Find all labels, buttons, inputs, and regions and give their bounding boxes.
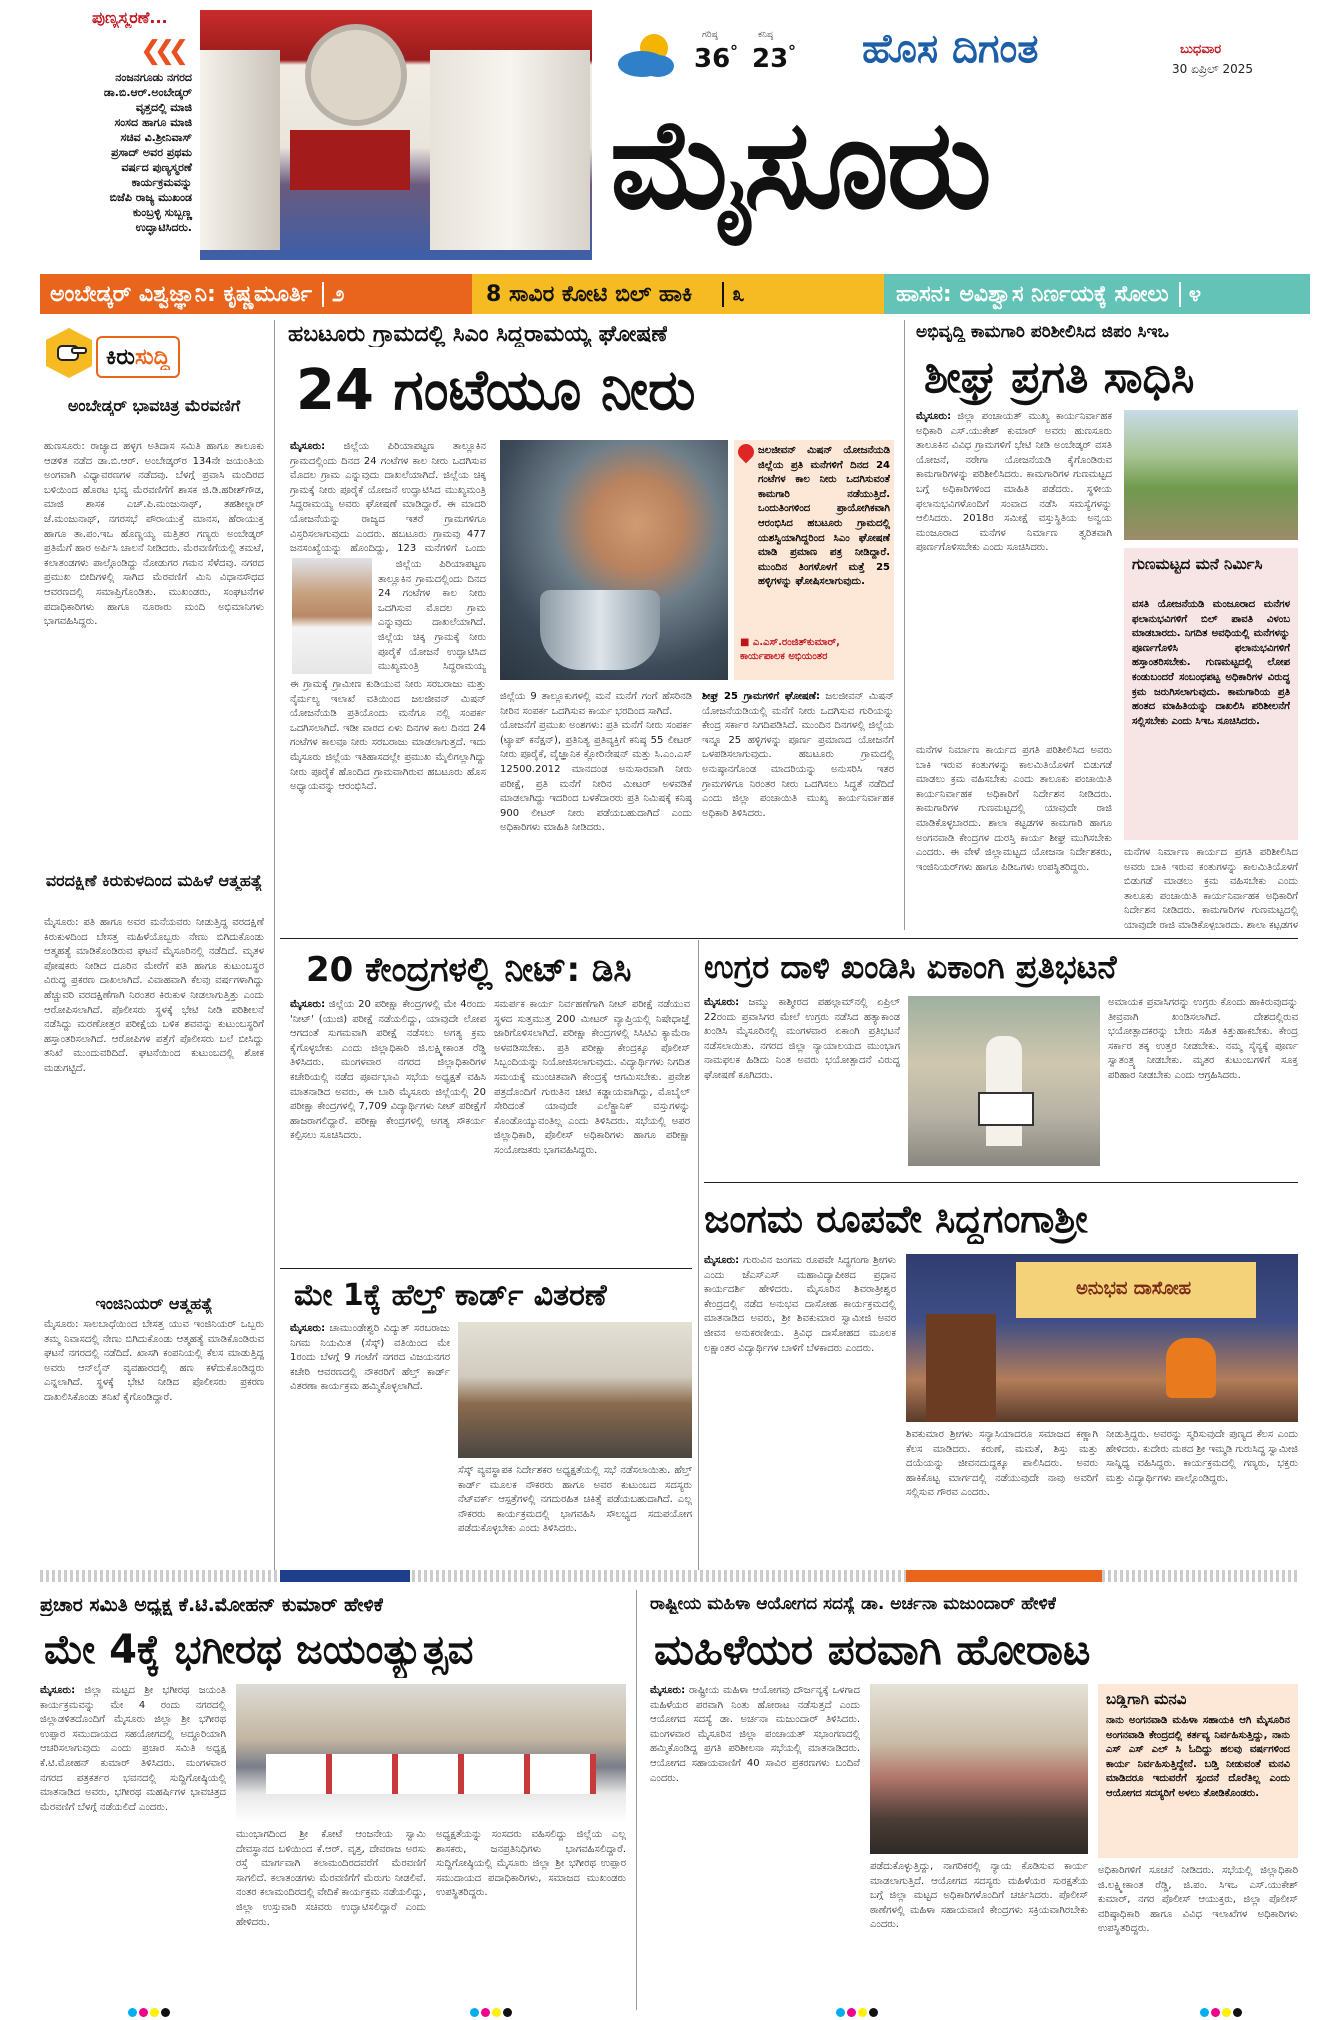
women-headline: ಮಹಿಳೆಯರ ಪರವಾಗಿ ಹೋರಾಟ (654, 1625, 1091, 1674)
women-col-1-text: ರಾಷ್ಟ್ರೀಯ ಮಹಿಳಾ ಆಯೋಗವು ದೌರ್ಜನ್ಯಕ್ಕೆ ಒಳಗಾದ ಮಹಿಳೆಯರ ಪರವಾಗಿ ನಿಂತು ಹೋರಾಟ ನಡೆಸುತ್ತದೆ ಎಂದು ಆಯೋಗದ ಸದಸ್ಯೆ ಡಾ. ಅರ್ಚನಾ ಮಜುಂದಾರ್ ತಿಳಿಸಿದರು. ಮಂಗಳವಾರ ಮೈಸೂರಿನ ಜಿಲ್ಲಾ ಪಂಚಾಯತ್ ಸಭಾಂಗಣದಲ್ಲಿ ಹಮ್ಮಿಕೊಂಡಿದ್ದ ಪ್ರಗತಿ ಪರಿಶೀಲನಾ ಸಭೆಯಲ್ಲಿ ಮಾತನಾಡಿದರು. ಆಯೋಗದ ಸಹಾಯವಾಣಿಗೆ 40 ಸಾವಿರ ಪ್ರಕರಣಗಳು ಬಂದಿವೆ ಎಂದರು. (650, 1685, 860, 1784)
water-quote-text: ಜಲಜೀವನ್ ಮಿಷನ್ ಯೋಜನೆಯಡಿ ಜಿಲ್ಲೆಯ ಪ್ರತಿ ಮನೆಗಳಿಗೆ ದಿನದ 24 ಗಂಟೆಗಳ ಕಾಲ ನೀರು ಒದಗಿಸುವಂತೆ ಕಾಮಗಾರಿ ನಡೆಯುತ್ತಿದೆ. ಒಂದುತಿಂಗಳಿಂದ ಪ್ರಾಯೋಗಿಕವಾಗಿ ಆರಂಭಿಸಿದ ಹಬಟೂರು ಗ್ರಾಮದಲ್ಲಿ ಯಶಸ್ವಿಯಾಗಿದ್ದರಿಂದ ಸಿಎಂ ಘೋಷಣೆ ಮಾಡಿ ಪ್ರಮಾಣ ಪತ್ರ ನೀಡಿದ್ದಾರೆ. ಮುಂದಿನ ತಿಂಗಳೊಳಗೆ ಮತ್ತೆ 25 ಹಳ್ಳಿಗಳನ್ನು ಘೋಷಿಸಲಾಗುವುದು. (758, 445, 890, 588)
neet-col-1-lede: ಮೈಸೂರು: (290, 999, 326, 1010)
seer-stage-photo (906, 1254, 1298, 1422)
water-col-4-text: ಜಲಜೀವನ್ ಮಿಷನ್ ಯೋಜನೆಯಡಿಯಲ್ಲಿ ಮನೆಗೆ ನೀರು ಒದಗಿಸುವ ಗುರಿಯನ್ನು ಕೇಂದ್ರ ಸರ್ಕಾರ ನಿಗದಿಪಡಿಸಿದೆ. ಮುಂದಿನ ದಿನಗಳಲ್ಲಿ ಜಿಲ್ಲೆಯ ಇನ್ನೂ 25 ಹಳ್ಳಿಗಳನ್ನು ಪೂರ್ಣ ಪ್ರಮಾಣದ ಯೋಜನೆಗೆ ಒಳಪಡಿಸಲಾಗುವುದು. ಹಬಟೂರು ಗ್ರಾಮದಲ್ಲಿ ಅನುಷ್ಠಾನಗೊಂಡ ಮಾದರಿಯನ್ನು ಅನುಸರಿಸಿ ಇತರ ಗ್ರಾಮಗಳಿಗೂ ನಿರಂತರ ನೀರು ಒದಗಿಸಲು ಸಿದ್ಧತೆ ನಡೆದಿದೆ ಎಂದು ಜಿಲ್ಲಾ ಪಂಚಾಯಿತಿ ಮುಖ್ಯ ಕಾರ್ಯನಿರ್ವಾಹಕ ಅಧಿಕಾರಿ ತಿಳಿಸಿದರು. (702, 691, 894, 819)
bhagiratha-kicker: ಪ್ರಚಾರ ಸಮಿತಿ ಅಧ್ಯಕ್ಷ ಕೆ.ಟಿ.ಮೋಹನ್ ಕುಮಾರ್ ಹೇಳಿಕೆ (40, 1594, 384, 1616)
press-meet-photo (236, 1684, 626, 1822)
women-box-body: ನಾನು ಅಂಗನವಾಡಿ ಮಹಿಳಾ ಸಹಾಯಕಿ ಆಗಿ ಮೈಸೂರಿನ ಅಂಗನವಾಡಿ ಕೇಂದ್ರದಲ್ಲಿ ಕರ್ತವ್ಯ ನಿರ್ವಹಿಸುತ್ತಿದ್ದು, ನಾನು ಎಸ್ ಎಸ್ ಎಲ್ ಸಿ ಓದಿದ್ದು ಹಲವು ವರ್ಷಗಳಿಂದ ಕಾರ್ಯ ನಿರ್ವಹಿಸುತ್ತಿದ್ದೇನೆ. ಬಡ್ತಿ ನೀಡುವಂತೆ ಮನವಿ ಮಾಡಿದರೂ ಇದುವರೆಗೆ ಸ್ಪಂದನೆ ದೊರೆತಿಲ್ಲ ಎಂದು ಆಯೋಗದ ಸದಸ್ಯರಿಗೆ ಅಳಲು ತೋಡಿಕೊಂಡರು. (1106, 1715, 1290, 1799)
weather-min: 23 (752, 44, 789, 74)
weather-min-label: ಕನಿಷ್ಠ (758, 30, 774, 40)
bhagiratha-col-3: ಅಧ್ಯಕ್ಷತೆಯನ್ನು ಸಂಸದರು ವಹಿಸಲಿದ್ದು ಜಿಲ್ಲೆಯ ಎಲ್ಲ ಶಾಸಕರು, ಜನಪ್ರತಿನಿಧಿಗಳು ಭಾಗವಹಿಸಲಿದ್ದಾರೆ. ಸುದ್ದಿಗೋಷ್ಠಿಯಲ್ಲಿ ಮೈಸೂರು ಜಿಲ್ಲಾ ಶ್ರೀ ಭಗೀರಥ ಉಪ್ಪಾರ ಸಮುದಾಯದ ಪದಾಧಿಕಾರಿಗಳು, ಸಮಾಜದ ಮುಖಂಡರು ಉಪಸ್ಥಿತರಿದ್ದರು. (436, 1829, 626, 1899)
health-headline: ಮೇ 1ಕ್ಕೆ ಹೆಲ್ತ್ ಕಾರ್ಡ್ ವಿತರಣೆ (294, 1278, 607, 1313)
water-drop-icon (735, 441, 758, 464)
section-divider-blue (280, 1570, 410, 1582)
kiru-story-2-title: ವರದಕ್ಷಿಣೆ ಕಿರುಕುಳದಿಂದ ಮಹಿಳೆ ಆತ್ಮಹತ್ಯೆ (45, 871, 263, 890)
health-col-1-lede: ಮೈಸೂರು: (290, 1323, 326, 1334)
strip-item-1-page: ೨ (322, 282, 344, 307)
bhagiratha-col-1-text: ಜಿಲ್ಲಾ ಮಟ್ಟದ ಶ್ರೀ ಭಗೀರಥ ಜಯಂತಿ ಕಾರ್ಯಕ್ರಮವನ್ನು ಮೇ 4 ರಂದು ನಗರದಲ್ಲಿ ಜಿಲ್ಲಾಡಳಿತದೊಂದಿಗೆ ಮೈಸೂರು ಜಿಲ್ಲಾ ಶ್ರೀ ಭಗೀರಥ ಉಪ್ಪಾರ ಸಮುದಾಯದ ಸಹಯೋಗದಲ್ಲಿ ಅದ್ದೂರಿಯಾಗಿ ಆಚರಿಸಲಾಗುವುದು ಎಂದು ಪ್ರಚಾರ ಸಮಿತಿ ಅಧ್ಯಕ್ಷ ಕೆ.ಟಿ.ಮೋಹನ್ ಕುಮಾರ್ ತಿಳಿಸಿದರು. ಮಂಗಳವಾರ ನಗರದ ಪತ್ರಕರ್ತರ ಭವನದಲ್ಲಿ ಸುದ್ದಿಗೋಷ್ಠಿಯಲ್ಲಿ ಮಾತನಾಡಿದ ಅವರು, ಭಗೀರಥ ಮಹರ್ಷಿಗಳ ಭಾವಚಿತ್ರದ ಮೆರವಣಿಗೆ ಬೆಳಗ್ಗೆ ನಡೆಯಲಿದೆ ಎಂದರು. (40, 1685, 226, 1813)
section-rule-2 (704, 1182, 1298, 1183)
kiru-story-3-body: ಮೈಸೂರು: ಸಾಲಬಾಧೆಯಿಂದ ಬೇಸತ್ತ ಯುವ ಇಂಜಿನಿಯರ್ ಒಬ್ಬರು ತಮ್ಮ ನಿವಾಸದಲ್ಲಿ ನೇಣು ಬಿಗಿದುಕೊಂಡು ಆತ್ಮಹತ್ಯೆ ಮಾಡಿಕೊಂಡಿರುವ ಘಟನೆ ನಗರದಲ್ಲಿ ನಡೆದಿದೆ. ಖಾಸಗಿ ಕಂಪನಿಯಲ್ಲಿ ಕೆಲಸ ಮಾಡುತ್ತಿದ್ದ ಅವರು ಆನ್‌ಲೈನ್ ವ್ಯವಹಾರದಲ್ಲಿ ಹಣ ಕಳೆದುಕೊಂಡಿದ್ದರು ಎನ್ನಲಾಗಿದೆ. ಸ್ಥಳಕ್ಕೆ ಭೇಟಿ ನೀಡಿದ ಪೊಲೀಸರು ಪ್ರಕರಣ ದಾಖಲಿಸಿಕೊಂಡು ತನಿಖೆ ಕೈಗೊಂಡಿದ್ದಾರೆ. (44, 1319, 264, 1403)
siddaganga-col-1 (704, 1254, 896, 1554)
women-quote-box (1098, 1684, 1298, 1858)
siddaganga-headline: ಜಂಗಮ ರೂಪವೇ ಸಿದ್ಧಗಂಗಾಶ್ರೀ (704, 1197, 1088, 1241)
protest-col-1-text: ಜಮ್ಮು ಕಾಶ್ಮೀರದ ಪಹಲ್ಗಾಮ್‌ನಲ್ಲಿ ಏಪ್ರಿಲ್ 22ರಂದು ಪ್ರವಾಸಿಗರ ಮೇಲೆ ಉಗ್ರರು ನಡೆಸಿದ ಹತ್ಯಾಕಾಂಡ ಖಂಡಿಸಿ ಮೈಸೂರಿನಲ್ಲಿ ಮಂಗಳವಾರ ಏಕಾಂಗಿ ಪ್ರತಿಭಟನೆ ನಡೆಸಲಾಯಿತು. ನಗರದ ಜಿಲ್ಲಾ ನ್ಯಾಯಾಲಯದ ಮುಂಭಾಗ ನಾಮಫಲಕ ಹಿಡಿದು ನಿಂತ ಅವರು ಭಯೋತ್ಪಾದನೆ ವಿರುದ್ಧ ಘೋಷಣೆ ಕೂಗಿದರು. (704, 997, 900, 1081)
section-rule-1 (280, 938, 1298, 939)
zp-kicker: ಅಭಿವೃದ್ಧಿ ಕಾಮಗಾರಿ ಪರಿಶೀಲಿಸಿದ ಜಿಪಂ ಸಿಇಒ (916, 322, 1169, 342)
water-col-1-text: ಜಿಲ್ಲೆಯ ಪಿರಿಯಾಪಟ್ಟಣ ತಾಲ್ಲೂಕಿನ ಗ್ರಾಮದಲ್ಲಿಂದು ದಿನದ 24 ಗಂಟೆಗಳ ಕಾಲ ನೀರು ಒದಗಿಸುವ ಮೊದಲ ಗ್ರಾಮ ಎನ್ನುವುದು ದಾಖಲೆಯಾಗಿದೆ. ಜಿಲ್ಲೆಯ ಚಿಕ್ಕ ಗ್ರಾಮಕ್ಕೆ ನೀರು ಪೂರೈಕೆ ಯೋಜನೆ ಉದ್ಘಾಟಿಸಿದ ಮುಖ್ಯಮಂತ್ರಿ ಸಿದ್ದರಾಮಯ್ಯ ಅವರು ಘೋಷಣೆ ಮಾಡಿದ್ದಾರೆ. ಈ ಮಾದರಿ ಯೋಜನೆಯನ್ನು ರಾಜ್ಯದ ಇತರೆ ಗ್ರಾಮಗಳಿಗೂ ವಿಸ್ತರಿಸಲಾಗುವುದು ಎಂದರು. ಹಬಟೂರು ಗ್ರಾಮವು 477 ಜನಸಂಖ್ಯೆಯನ್ನು ಹೊಂದಿದ್ದು, 123 ಮನೆಗಳಿಗೆ ಒಂದು (290, 441, 486, 555)
women-col-3: ಅಧಿಕಾರಿಗಳಿಗೆ ಸೂಚನೆ ನೀಡಿದರು. ಸಭೆಯಲ್ಲಿ ಜಿಲ್ಲಾಧಿಕಾರಿ ಜಿ.ಲಕ್ಷ್ಮೀಕಾಂತ ರೆಡ್ಡಿ, ಜಿ.ಪಂ. ಸಿಇಒ ಎಸ್.ಯುಕೇಶ್ ಕುಮಾರ್, ನಗರ ಪೊಲೀಸ್ ಆಯುಕ್ತರು, ಜಿಲ್ಲಾ ಪೊಲೀಸ್ ವರಿಷ್ಠಾಧಿಕಾರಿ ಹಾಗೂ ವಿವಿಧ ಇಲಾಖೆಗಳ ಅಧಿಕಾರಿಗಳು ಉಪಸ್ಥಿತರಿದ್ದರು. (1098, 1865, 1298, 1935)
neet-col-2: ಸಮರ್ಪಕ ಕಾರ್ಯ ನಿರ್ವಹಣೆಗಾಗಿ ನೀಟ್ ಪರೀಕ್ಷೆ ನಡೆಯುವ ಸ್ಥಳದ ಸುತ್ತಮುತ್ತ 200 ಮೀಟರ್ ವ್ಯಾಪ್ತಿಯಲ್ಲಿ ನಿಷೇಧಾಜ್ಞೆ ಜಾರಿಗೊಳಿಸಲಾಗಿದೆ. ಪರೀಕ್ಷಾ ಕೇಂದ್ರಗಳಲ್ಲಿ ಸಿಸಿಟಿವಿ ಕ್ಯಾಮೆರಾ ಅಳವಡಿಸಬೇಕು. ಪ್ರತಿ ಪರೀಕ್ಷಾ ಕೇಂದ್ರಕ್ಕೂ ಪೊಲೀಸ್ ಸಿಬ್ಬಂದಿಯನ್ನು ನಿಯೋಜಿಸಲಾಗುವುದು. ವಿದ್ಯಾರ್ಥಿಗಳು ನಿಗದಿತ ಸಮಯಕ್ಕೆ ಮುಂಚಿತವಾಗಿ ಕೇಂದ್ರಕ್ಕೆ ಆಗಮಿಸಬೇಕು. ಪ್ರವೇಶ ಪತ್ರದೊಂದಿಗೆ ಗುರುತಿನ ಚೀಟಿ ಕಡ್ಡಾಯವಾಗಿದ್ದು, ಮೊಬೈಲ್ ಸೇರಿದಂತೆ ಯಾವುದೇ ಎಲೆಕ್ಟ್ರಾನಿಕ್ ವಸ್ತುಗಳನ್ನು ಕೊಂಡೊಯ್ಯುವಂತಿಲ್ಲ ಎಂದು ತಿಳಿಸಿದರು. ಸಭೆಯಲ್ಲಿ ಅಪರ ಜಿಲ್ಲಾಧಿಕಾರಿ, ಪೊಲೀಸ್ ಅಧಿಕಾರಿಗಳು ಹಾಗೂ ಪರೀಕ್ಷಾ ಸಂಯೋಜಕರು ಭಾಗವಹಿಸಿದ್ದರು. (494, 999, 690, 1156)
strip-item-1-label: ಅಂಬೇಡ್ಕರ್ ವಿಶ್ವಜ್ಞಾನಿ: ಕೃಷ್ಣಮೂರ್ತಿ (50, 281, 313, 307)
water-col-1-lede: ಮೈಸೂರು: (290, 441, 326, 452)
women-col-1-lede: ಮೈಸೂರು: (650, 1685, 686, 1696)
registration-marks-3 (836, 2008, 878, 2017)
water-quote-sign: ■ ಎ.ಎಸ್.ರಂಜಿತ್‌ಕುಮಾರ್, ಕಾರ್ಯಪಾಲಕ ಅಭಿಯಂತರ (740, 637, 840, 662)
kiru-story-1-body: ಹುಣಸೂರು: ರಾಜ್ಯಾದ ಹಳ್ಳಗ ಅತಿದಾಸ ಸಮಿತಿ ಹಾಗೂ ತಾಲೂಕು ಆಡಳಿತ ನಡೆದ ಡಾ.ಬಿ.ಆರ್. ಅಂಬೇಡ್ಕರ್‌ರ 134ನೇ ಜಯಂತಿಯ ಅಂಗವಾಗಿ ವಿಧ್ಯಾವರಣಗಳ ನಡೆದವು. ಬೆಳಗ್ಗೆ ಪ್ರವಾಸಿ ಮಂದಿರದ ಬಳಿಯಿಂದ ಹೊರಟ ಭವ್ಯ ಮೆರವಣಿಗೆಗೆ ಶಾಸಕ ಜಿ.ಡಿ.ಹರೀಶ್‌ಗೌಡ, ಮಾಜಿ ಶಾಸಕ ಎಚ್.ಪಿ.ಮಂಜುನಾಥ್, ತಹಶೀಲ್ದಾರ್ ಜೆ.ಮಂಜುನಾಥ್, ನಗರಸಭೆ ಪೌರಾಯುಕ್ತೆ ಮಾನಸ, ಹೆರಾಯುಕ್ತ ಹಾಗೂ ತಾ.ಪಂ.ಇಒ ಹೊಣ್ಣಯ್ಯ ಮತ್ತಿತರ ಗಣ್ಯರು ಅಂಬೇಡ್ಕರ್ ಪ್ರತಿಮೆಗೆ ಹಾರ ಅರ್ಪಿಸಿ ಚಾಲನೆ ನೀಡಿದರು. ಮೆರವಣಿಗೆಯಲ್ಲಿ ತಮಟೆ, ಕಲಾತಂಡಗಳು ಪಾಲ್ಗೊಂಡಿದ್ದು ನೋಡುಗರ ಗಮನ ಸೆಳೆದವು. ನಗರದ ಪ್ರಮುಖ ಬೀದಿಗಳಲ್ಲಿ ಸಾಗಿದ ಮೆರವಣಿಗೆ ಮಿನಿ ವಿಧಾನಸೌಧದ ಆವರಣದಲ್ಲಿ ಸಮಾಪ್ತಿಗೊಂಡಿತು. ಮುಖಂಡರು, ಸಂಘಟನೆಗಳ ಪದಾಧಿಕಾರಿಗಳು ಹಾಗೂ ನೂರಾರು ಮಂದಿ ಅಭಿಮಾನಿಗಳು ಭಾಗವಹಿಸಿದ್ದರು. (44, 441, 264, 628)
siddaganga-col-2: ಶಿವಕುಮಾರ ಶ್ರೀಗಳು ಸನ್ಯಾಸಿಯಾದರೂ ಸಮಾಜದ ಕಣ್ಣಾಗಿ ಕೆಲಸ ಮಾಡಿದರು. ಕರುಣೆ, ಮಮತೆ, ಶಿಸ್ತು ಮತ್ತು ದಯೆಯನ್ನು ಜೀವನದುದ್ದಕ್ಕೂ ಪಾಲಿಸಿದರು. ಅವರು ಹಾಕಿಕೊಟ್ಟ ಮಾರ್ಗದಲ್ಲಿ ನಡೆಯುವುದೇ ನಾವು ಅವರಿಗೆ ಸಲ್ಲಿಸುವ ಗೌರವ ಎಂದರು. (906, 1429, 1098, 1499)
women-col-2: ಪಡೆದುಕೊಳ್ಳುತ್ತಿದ್ದು, ನಾಗರಿಕರಲ್ಲಿ ನ್ಯಾಯ ಕೊಡಿಸುವ ಕಾರ್ಯ ಮಾಡಲಾಗುತ್ತಿದೆ. ಆಯೋಗದ ಸದಸ್ಯರು ಮಹಿಳೆಯರ ಸುರಕ್ಷತೆಯ ಬಗ್ಗೆ ಜಿಲ್ಲಾ ಮಟ್ಟದ ಅಧಿಕಾರಿಗಳೊಂದಿಗೆ ಚರ್ಚಿಸಿದರು. ಪೊಲೀಸ್ ಠಾಣೆಗಳಲ್ಲಿ ಮಹಿಳಾ ಸಹಾಯವಾಣಿ ಕೇಂದ್ರಗಳು ಸಕ್ರಿಯವಾಗಿರಬೇಕು ಎಂದರು. (870, 1861, 1088, 1931)
weather-max: 36 (694, 44, 731, 74)
cm-portrait-photo (292, 558, 372, 674)
water-quote-box (734, 440, 894, 680)
zp-quote-box (1124, 548, 1298, 840)
bhagiratha-col-2: ಮುಂಭಾಗದಿಂದ ಶ್ರೀ ಕೋಟೆ ಆಂಜನೇಯ ಸ್ವಾಮಿ ದೇವಸ್ಥಾನದ ಬಳಿಯಿಂದ ಕೆ.ಆರ್. ವೃತ್ತ, ದೇವರಾಜ ಅರಸು ರಸ್ತೆ ಮಾರ್ಗವಾಗಿ ಕಲಾಮಂದಿರದವರೆಗೆ ಮೆರವಣಿಗೆ ಸಾಗಲಿದೆ. ಕಲಾತಂಡಗಳು ಮೆರವಣಿಗೆಗೆ ಮೆರುಗು ನೀಡಲಿವೆ. ನಂತರ ಕಲಾಮಂದಿರದಲ್ಲಿ ವೇದಿಕೆ ಕಾರ್ಯಕ್ರಮ ನಡೆಯಲಿದ್ದು, ಜಿಲ್ಲಾ ಉಸ್ತುವಾರಿ ಸಚಿವರು ಉದ್ಘಾಟಿಸಲಿದ್ದಾರೆ ಎಂದು ಹೇಳಿದರು. (236, 1829, 426, 1928)
health-col-2: ಸೆಸ್ಕ್ ವ್ಯವಸ್ಥಾಪಕ ನಿರ್ದೇಶಕರ ಅಧ್ಯಕ್ಷತೆಯಲ್ಲಿ ಸಭೆ ನಡೆಸಲಾಯಿತು. ಹೆಲ್ತ್ ಕಾರ್ಡ್ ಮೂಲಕ ನೌಕರರು ಹಾಗೂ ಅವರ ಕುಟುಂಬದ ಸದಸ್ಯರು ನೆಟ್‌ವರ್ಕ್ ಆಸ್ಪತ್ರೆಗಳಲ್ಲಿ ನಗದುರಹಿತ ಚಿಕಿತ್ಸೆ ಪಡೆಯಬಹುದಾಗಿದೆ. ಎಲ್ಲ ನೌಕರರು ಕಾರ್ಯಕ್ರಮದಲ್ಲಿ ಭಾಗವಹಿಸಿ ಸೌಲಭ್ಯದ ಸದುಪಯೋಗ ಪಡೆದುಕೊಳ್ಳಬೇಕು ಎಂದು ತಿಳಿಸಿದರು. (458, 1465, 692, 1535)
degree-symbol-2: ° (788, 42, 796, 61)
section-divider-orange (906, 1570, 1102, 1582)
water-col-1b: ಜಿಲ್ಲೆಯ ಪಿರಿಯಾಪಟ್ಟಣ ತಾಲ್ಲೂಕಿನ ಗ್ರಾಮದಲ್ಲಿಂದು ದಿನದ 24 ಗಂಟೆಗಳ ಕಾಲ ನೀರು ಒದಗಿಸುವ ಮೊದಲ ಗ್ರಾಮ ಎನ್ನುವುದು ದಾಖಲೆಯಾಗಿದೆ. ಜಿಲ್ಲೆಯ ಚಿಕ್ಕ ಗ್ರಾಮಕ್ಕೆ ನೀರು ಪೂರೈಕೆ ಯೋಜನೆ ಉದ್ಘಾಟಿಸಿದ ಮುಖ್ಯಮಂತ್ರಿ ಸಿದ್ದರಾಮಯ್ಯ (378, 559, 486, 673)
commission-meeting-photo (870, 1684, 1088, 1854)
kiru-logo (96, 336, 180, 378)
meeting-room-photo (458, 1322, 692, 1458)
section-rule-3 (280, 1268, 692, 1269)
neet-col-1 (290, 998, 486, 1258)
neet-headline: 20 ಕೇಂದ್ರಗಳಲ್ಲಿ ನೀಟ್: ಡಿಸಿ (306, 950, 632, 990)
kiru-story-1-title: ಅಂಬೇಡ್ಕರ್ ಭಾವಚಿತ್ರ ಮೆರವಣಿಗೆ (67, 396, 241, 415)
protest-col-2: ಅಮಾಯಕ ಪ್ರವಾಸಿಗರನ್ನು ಉಗ್ರರು ಕೊಂದು ಹಾಕಿರುವುದನ್ನು ತೀವ್ರವಾಗಿ ಖಂಡಿಸಲಾಗಿದೆ. ದೇಶದಲ್ಲಿರುವ ಭಯೋತ್ಪಾದಕರನ್ನು ಬೇರು ಸಹಿತ ಕಿತ್ತುಹಾಕಬೇಕು. ಕೇಂದ್ರ ಸರ್ಕಾರ ತಕ್ಕ ಉತ್ತರ ನೀಡಬೇಕು. ನಮ್ಮ ಸೈನ್ಯಕ್ಕೆ ಪೂರ್ಣ ಸ್ವಾತಂತ್ರ್ಯ ನೀಡಬೇಕು. ಮೃತರ ಕುಟುಂಬಗಳಿಗೆ ಸೂಕ್ತ ಪರಿಹಾರ ನೀಡಬೇಕು ಎಂದು ಆಗ್ರಹಿಸಿದರು. (1108, 997, 1298, 1081)
edition-name: ಮೈಸೂರು (610, 93, 990, 237)
strip-item-3[interactable] (884, 274, 1310, 314)
strip-item-1[interactable] (40, 274, 480, 314)
bhagiratha-col-1 (40, 1684, 226, 2010)
column-divider-2 (904, 320, 905, 930)
water-kicker: ಹಬಟೂರು ಗ್ರಾಮದಲ್ಲಿ ಸಿಎಂ ಸಿದ್ದರಾಮಯ್ಯ ಘೋಷಣೆ (288, 322, 668, 347)
kiru-logo-a: ಕಿರು (106, 344, 135, 370)
kiru-logo-b: ಸುದ್ದಿ (134, 344, 170, 370)
health-col-1-text: ಚಾಮುಂಡೇಶ್ವರಿ ವಿದ್ಯುತ್ ಸರಬರಾಜು ನಿಗಮ ನಿಯಮಿತ (ಸೆಸ್ಕ್) ವತಿಯಿಂದ ಮೇ 1ರಂದು ಬೆಳಗ್ಗೆ 9 ಗಂಟೆಗೆ ನಗರದ ವಿಜಯನಗರ ಕಚೇರಿ ಆವರಣದಲ್ಲಿ ನೌಕರರಿಗೆ ಹೆಲ್ತ್ ಕಾರ್ಡ್ ವಿತರಣಾ ಕಾರ್ಯಕ್ರಮ ಹಮ್ಮಿಕೊಳ್ಳಲಾಗಿದೆ. (290, 1323, 450, 1393)
water-col-2: ಈ ಗ್ರಾಮಕ್ಕೆ ಗ್ರಾಮೀಣ ಕುಡಿಯುವ ನೀರು ಸರಬರಾಜು ಮತ್ತು ನೈರ್ಮಲ್ಯ ಇಲಾಖೆ ವತಿಯಿಂದ ಜಲಜೀವನ್ ಮಿಷನ್ ಯೋಜನೆಯಡಿ ಪ್ರತಿಯೊಂದು ಮನೆಗೂ ನಲ್ಲಿ ಸಂಪರ್ಕ ಒದಗಿಸಲಾಗಿದೆ. ಇಡೀ ವಾರದ ಏಳು ದಿನಗಳ ಕಾಲ ದಿನದ 24 ಗಂಟೆಗಳ ಕಾಲವೂ ನೀರು ಸರಬರಾಜು ಮಾಡಲಾಗುತ್ತದೆ. ಇದು ಮೈಸೂರು ಜಿಲ್ಲೆಯ ಇತಿಹಾಸದಲ್ಲೇ ಪ್ರಮುಖ ಮೈಲಿಗಲ್ಲಾಗಿದ್ದು ನೀರು ಪೂರೈಕೆ ಹೊಂದಿದ ಗ್ರಾಮವಾಗಿರುವ ಹಬಟೂರು ಹೊಸ ಅಧ್ಯಾಯವನ್ನು ಆರಂಭಿಸಿದೆ. (290, 679, 486, 793)
zp-box-body: ವಸತಿ ಯೋಜನೆಯಡಿ ಮಂಜೂರಾದ ಮನೆಗಳ ಫಲಾನುಭವಿಗಳಿಗೆ ಬಿಲ್ ಪಾವತಿ ವಿಳಂಬ ಮಾಡಬಾರದು. ನಿಗದಿತ ಅವಧಿಯಲ್ಲಿ ಮನೆಗಳನ್ನು ಪೂರ್ಣಗೊಳಿಸಿ ಫಲಾನುಭವಿಗಳಿಗೆ ಹಸ್ತಾಂತರಿಸಬೇಕು. ಗುಣಮಟ್ಟದಲ್ಲಿ ಲೋಪ ಕಂಡುಬಂದರೆ ಸಂಬಂಧಪಟ್ಟ ಅಧಿಕಾರಿಗಳ ವಿರುದ್ಧ ಕ್ರಮ ಜರುಗಿಸಲಾಗುವುದು. ಕಾಮಗಾರಿಯ ಪ್ರತಿ ಹಂತದ ಮಾಹಿತಿಯನ್ನು ದಾಖಲಿಸಿ ಪರಿಶೀಲನೆಗೆ ಸಲ್ಲಿಸಬೇಕು ಎಂದು ಸಿಇಒ ಸೂಚಿಸಿದರು. (1132, 599, 1290, 727)
water-col-3: ಜಿಲ್ಲೆಯ 9 ತಾಲ್ಲೂಕುಗಳಲ್ಲಿ ಮನೆ ಮನೆಗೆ ಗಂಗೆ ಹೆಸರಿನಡಿ ನೀರಿನ ಸಂಪರ್ಕ ಒದಗಿಸುವ ಕಾರ್ಯ ಭರದಿಂದ ಸಾಗಿದೆ. ಯೋಜನೆಗೆ ಪ್ರಮುಖ ಅಂಶಗಳು: ಪ್ರತಿ ಮನೆಗೆ ನೀರು ಸಂಪರ್ಕ (ಟ್ಯಾಪ್ ಕನೆಕ್ಷನ್), ಪ್ರತಿನಿತ್ಯ ಪ್ರತಿವ್ಯಕ್ತಿಗೆ ಕನಿಷ್ಠ 55 ಲೀಟರ್ ನೀರು ಪೂರೈಕೆ, ವೈಜ್ಞಾನಿಕ ಕ್ಲೋರಿನೇಷನ್ ಮತ್ತು ಸಿ.ಎಂ.ಎಸ್ 12500.2012 ಮಾನದಂಡ ಅನುಸಾರವಾಗಿ ನೀರು ಪರೀಕ್ಷೆ, ಪ್ರತಿ ಮನೆಗೆ ನೀರಿನ ಮೀಟರ್ ಅಳವಡಿಕೆ ಮಾಡಲಾಗಿದ್ದು ಇದರಿಂದ ಬಳಕೆದಾರರು ಪ್ರತಿ ನಿಮಿಷಕ್ಕೆ ಕನಿಷ್ಠ 900 ಲೀಟರ್ ನೀರು ಪಡೆಯಬಹುದಾಗಿದೆ ಎಂದು ಅಧಿಕಾರಿಗಳು ಮಾಹಿತಿ ನೀಡಿದರು. (500, 691, 692, 834)
kiru-story-2-body: ಮೈಸೂರು: ಪತಿ ಹಾಗೂ ಅವರ ಮನೆಯವರು ನೀಡುತ್ತಿದ್ದ ವರದಕ್ಷಿಣೆ ಕಿರುಕುಳದಿಂದ ಬೇಸತ್ತ ಮಹಿಳೆಯೊಬ್ಬರು ನೇಣು ಬಿಗಿದುಕೊಂಡು ಆತ್ಮಹತ್ಯೆ ಮಾಡಿಕೊಂಡಿರುವ ಘಟನೆ ಮೈಸೂರಿನಲ್ಲಿ ನಡೆದಿದೆ. ಮೃತಳ ಪೋಷಕರು ನೀಡಿದ ದೂರಿನ ಮೇರೆಗೆ ಪತಿ ಹಾಗೂ ಕುಟುಂಬಸ್ಥರ ವಿರುದ್ಧ ಪ್ರಕರಣ ದಾಖಲಾಗಿದೆ. ವಿವಾಹವಾಗಿ ಕೆಲವು ವರ್ಷಗಳಾಗಿದ್ದು ಹೆಚ್ಚುವರಿ ವರದಕ್ಷಿಣೆಗಾಗಿ ನಿರಂತರ ಕಿರುಕುಳ ನೀಡಲಾಗುತ್ತಿತ್ತು ಎಂದು ಆರೋಪಿಸಲಾಗಿದೆ. ಪೊಲೀಸರು ಸ್ಥಳಕ್ಕೆ ಭೇಟಿ ನೀಡಿ ಪರಿಶೀಲನೆ ನಡೆಸಿದ್ದು ಮರಣೋತ್ತರ ಪರೀಕ್ಷೆಯ ಬಳಿಕ ಶವವನ್ನು ಕುಟುಂಬಸ್ಥರಿಗೆ ಹಸ್ತಾಂತರಿಸಲಾಗಿದೆ. ಆರೋಪಿಗಳ ಪತ್ತೆಗೆ ಪೊಲೀಸರು ಬಲೆ ಬೀಸಿದ್ದು ತನಿಖೆ ಮುಂದುವರಿದಿದೆ. ಘಟನೆಯಿಂದ ಕುಟುಂಬದಲ್ಲಿ ಶೋಕ ಮಡುಗಟ್ಟಿದೆ. (44, 917, 264, 1074)
water-headline: 24 ಗಂಟೆಯೂ ನೀರು (296, 358, 696, 423)
zp-col-1-lede: ಮೈಸೂರು: (916, 411, 952, 422)
hand-pointing-icon (42, 326, 96, 380)
chevron-arrows-icon: ❮❮❮ (140, 36, 182, 66)
kiru-story-3-title: ಇಂಜಿನಿಯರ್ ಆತ್ಮಹತ್ಯೆ (95, 1294, 213, 1313)
women-box-title: ಬಡ್ಡಿಗಾಗಿ ಮನವಿ (1106, 1690, 1187, 1708)
registration-marks-1 (128, 2008, 170, 2017)
siddaganga-col-1-lede: ಮೈಸೂರು: (704, 1255, 740, 1266)
strip-item-2[interactable] (472, 274, 896, 314)
water-col-4 (702, 690, 894, 930)
column-divider-4 (636, 1590, 637, 2010)
women-col-1 (650, 1684, 860, 2010)
degree-symbol: ° (730, 42, 738, 61)
strip-item-2-label: 8 ಸಾವಿರ ಕೋಟಿ ಬಿಲ್ ಹಾಕಿ (486, 281, 693, 307)
publication-logo: ಹೊಸ ದಿಗಂತ (862, 26, 1039, 72)
zp-box-title: ಗುಣಮಟ್ಟದ ಮನೆ ನಿರ್ಮಿಸಿ (1132, 555, 1263, 573)
strip-item-3-label: ಹಾಸನ: ಅವಿಶ್ವಾಸ ನಿರ್ಣಯಕ್ಕೆ ಸೋಲು (896, 281, 1169, 307)
zp-col-1 (916, 410, 1112, 740)
site-inspection-photo (1124, 410, 1298, 540)
strip-item-3-page: ೪ (1179, 282, 1201, 307)
zp-col-1-text: ಜಿಲ್ಲಾ ಪಂಚಾಯತ್ ಮುಖ್ಯ ಕಾರ್ಯನಿರ್ವಾಹಕ ಅಧಿಕಾರಿ ಎಸ್.ಯುಕೇಶ್ ಕುಮಾರ್ ಅವರು ಹುಣಸೂರು ತಾಲೂಕಿನ ವಿವಿಧ ಗ್ರಾಮಗಳಿಗೆ ಭೇಟಿ ನೀಡಿ ಅಂಬೇಡ್ಕರ್ ವಸತಿ ಯೋಜನೆ, ನರೇಗಾ ಯೋಜನೆಯಡಿ ಕೈಗೊಂಡಿರುವ ಕಾಮಗಾರಿಗಳನ್ನು ಪರಿಶೀಲಿಸಿದರು. ಕಾಮಗಾರಿಗಳ ಗುಣಮಟ್ಟದ ಬಗ್ಗೆ ಅಧಿಕಾರಿಗಳಿಂದ ಮಾಹಿತಿ ಪಡೆದರು. ಸ್ಥಳೀಯ ಫಲಾನುಭವಿಗಳೊಂದಿಗೆ ಸಂವಾದ ನಡೆಸಿ ಸಮಸ್ಯೆಗಳನ್ನು ಆಲಿಸಿದರು. 2018ರ ಸಮೀಕ್ಷೆ ವಸ್ತುಸ್ಥಿತಿಯ ಅನ್ವಯ ಮಂಜೂರಾದ ಮನೆಗಳ ನಿರ್ಮಾಣ ತ್ವರಿತವಾಗಿ ಪೂರ್ಣಗೊಳಿಸಬೇಕು ಎಂದು ಸೂಚಿಸಿದರು. (916, 411, 1112, 554)
protester-photo (908, 996, 1100, 1166)
tribute-title: ಪುಣ್ಯಸ್ಮರಣೆ... (92, 8, 168, 27)
siddaganga-col-1-text: ಗುರುವಿನ ಜಂಗಮ ರೂಪವೇ ಸಿದ್ಧಗಂಗಾ ಶ್ರೀಗಳು ಎಂದು ಜೆಎಸ್ಎಸ್ ಮಹಾವಿದ್ಯಾಪೀಠದ ಪ್ರಧಾನ ಕಾರ್ಯದರ್ಶಿ ಹೇಳಿದರು. ಮೈಸೂರಿನ ಶಿವರಾತ್ರೀಶ್ವರ ಕೇಂದ್ರದಲ್ಲಿ ನಡೆದ ಅನುಭವ ದಾಸೋಹ ಕಾರ್ಯಕ್ರಮದಲ್ಲಿ ಮಾತನಾಡಿದ ಅವರು, ಶ್ರೀ ಶಿವಕುಮಾರ ಸ್ವಾಮೀಜಿ ಅವರ ಜೀವನ ಅನುಕರಣೀಯ. ತ್ರಿವಿಧ ದಾಸೋಹದ ಮೂಲಕ ಲಕ್ಷಾಂತರ ವಿದ್ಯಾರ್ಥಿಗಳ ಬಾಳಿಗೆ ಬೆಳಕಾದರು ಎಂದರು. (704, 1255, 896, 1354)
water-col-1 (290, 440, 486, 556)
water-col-4-lede: ಶೀಘ್ರ 25 ಗ್ರಾಮಗಳಿಗೆ ಘೋಷಣೆ: (702, 691, 821, 702)
column-divider-3 (698, 940, 699, 1570)
seer-banner-text: ಅನುಭವ ದಾಸೋಹ (1076, 1278, 1192, 1299)
section-divider-bar (40, 1570, 1298, 1582)
strip-item-2-page: ೩ (722, 282, 744, 307)
column-divider (274, 320, 275, 1575)
tribute-photo (200, 10, 592, 260)
bhagiratha-col-1-lede: ಮೈಸೂರು: (40, 1685, 76, 1696)
registration-marks-4 (1200, 2008, 1242, 2017)
siddaganga-col-3: ನೀಡುತ್ತಿದ್ದರು. ಅವರನ್ನು ಸ್ಮರಿಸುವುದೇ ಪುಣ್ಯದ ಕೆಲಸ ಎಂದು ಹೇಳಿದರು. ಕುದೇರು ಮಠದ ಶ್ರೀ ಇಮ್ಮಡಿ ಗುರುಸಿದ್ಧ ಸ್ವಾಮೀಜಿ ಸಾನ್ನಿಧ್ಯ ವಹಿಸಿದ್ದರು. ಕಾರ್ಯಕ್ರಮದಲ್ಲಿ ಗಣ್ಯರು, ಭಕ್ತರು ಮತ್ತು ವಿದ್ಯಾರ್ಥಿಗಳು ಪಾಲ್ಗೊಂಡಿದ್ದರು. (1106, 1429, 1298, 1484)
neet-col-1-text: ಜಿಲ್ಲೆಯ 20 ಪರೀಕ್ಷಾ ಕೇಂದ್ರಗಳಲ್ಲಿ ಮೇ 4ರಂದು 'ನೀಟ್' (ಯುಜಿ) ಪರೀಕ್ಷೆ ನಡೆಯಲಿದ್ದು, ಯಾವುದೇ ಲೋಪ ಆಗದಂತೆ ಸುಗಮವಾಗಿ ಪರೀಕ್ಷೆ ನಡೆಸಲು ಅಗತ್ಯ ಕ್ರಮ ಕೈಗೊಳ್ಳಬೇಕು ಎಂದು ಜಿಲ್ಲಾಧಿಕಾರಿ ಜಿ.ಲಕ್ಷ್ಮೀಕಾಂತ ರೆಡ್ಡಿ ತಿಳಿಸಿದರು. ಮಂಗಳವಾರ ನಗರದ ಜಿಲ್ಲಾಧಿಕಾರಿಗಳ ಕಚೇರಿಯಲ್ಲಿ ನಡೆದ ಪೂರ್ವಭಾವಿ ಸಭೆಯ ಅಧ್ಯಕ್ಷತೆ ವಹಿಸಿ ಮಾತನಾಡಿದ ಅವರು, ಈ ಬಾರಿ ಮೈಸೂರು ಜಿಲ್ಲೆಯಲ್ಲಿ 20 ಪರೀಕ್ಷಾ ಕೇಂದ್ರಗಳಲ್ಲಿ 7,709 ವಿದ್ಯಾರ್ಥಿಗಳು ನೀಟ್ ಪರೀಕ್ಷೆಗೆ ಹಾಜರಾಗಲಿದ್ದಾರೆ. ಪರೀಕ್ಷಾ ಕೇಂದ್ರಗಳಲ್ಲಿ ಅಗತ್ಯ ಸೌಕರ್ಯ ಕಲ್ಪಿಸಲು ಸೂಚಿಸಿದರು. (290, 999, 486, 1142)
bhagiratha-headline: ಮೇ 4ಕ್ಕೆ ಭಗೀರಥ ಜಯಂತ್ಯುತ್ಸವ (44, 1627, 474, 1673)
protest-col-1 (704, 996, 900, 1176)
weather-max-label: ಗರಿಷ್ಠ (702, 30, 718, 40)
tribute-caption: ನಂಜನಗೂಡು ನಗರದ ಡಾ.ಬಿ.ಆರ್.ಅಂಬೇಡ್ಕರ್ ವೃತ್ತದಲ್ಲಿ ಮಾಜಿ ಸಂಸದ ಹಾಗೂ ಮಾಜಿ ಸಚಿವ ವಿ.ಶ್ರೀನಿವಾಸ್ ಪ್ರಸಾದ್ ಅವರ ಪ್ರಥಮ ವರ್ಷದ ಪುಣ್ಯಸ್ಮರಣೆ ಕಾರ್ಯಕ್ರಮವನ್ನು ಬಿಜೆಪಿ ರಾಜ್ಯ ಮುಖಂಡ ಕುಂಬ್ರಳ್ಳಿ ಸುಬ್ಬಣ್ಣ ಉದ್ಘಾಟಿಸಿದರು. (103, 71, 192, 234)
zp-col-2: ಮನೆಗಳ ನಿರ್ಮಾಣ ಕಾರ್ಯದ ಪ್ರಗತಿ ಪರಿಶೀಲಿಸಿದ ಅವರು ಬಾಕಿ ಇರುವ ಕಂತುಗಳನ್ನು ಕಾಲಮಿತಿಯೊಳಗೆ ಬಿಡುಗಡೆ ಮಾಡಲು ಕ್ರಮ ವಹಿಸಬೇಕು ಎಂದು ತಾಲೂಕು ಪಂಚಾಯಿತಿ ಕಾರ್ಯನಿರ್ವಾಹಕ ಅಧಿಕಾರಿಗೆ ನಿರ್ದೇಶನ ನೀಡಿದರು. ಕಾಮಗಾರಿಗಳ ಗುಣಮಟ್ಟದಲ್ಲಿ ಯಾವುದೇ ರಾಜಿ ಮಾಡಿಕೊಳ್ಳಬಾರದು. ಶಾಲಾ ಕಟ್ಟಡಗಳ ಕಾಮಗಾರಿ ಹಾಗೂ ಅಂಗನವಾಡಿ ಕೇಂದ್ರಗಳ ದುರಸ್ತಿ ಕಾರ್ಯ ಶೀಘ್ರ ಮುಗಿಸಬೇಕು ಎಂದರು. ಈ ವೇಳೆ ಜಿಲ್ಲಾಮಟ್ಟದ ಯೋಜನಾ ನಿರ್ದೇಶಕರು, ಇಂಜಿನಿಯರ್‌ಗಳು ಹಾಗೂ ಪಿಡಿಒಗಳು ಉಪಸ್ಥಿತರಿದ್ದರು. (916, 745, 1112, 873)
zp-headline: ಶೀಘ್ರ ಪ್ರಗತಿ ಸಾಧಿಸಿ (924, 352, 1195, 403)
masthead-date: 30 ಏಪ್ರಿಲ್ 2025 (1172, 62, 1254, 76)
masthead-day: ಬುಧವಾರ (1180, 42, 1222, 57)
protest-headline: ಉಗ್ರರ ದಾಳಿ ಖಂಡಿಸಿ ಏಕಾಂಗಿ ಪ್ರತಿಭಟನೆ (704, 948, 1117, 986)
cloud-sun-icon (612, 30, 682, 80)
zp-col-3: ಮನೆಗಳ ನಿರ್ಮಾಣ ಕಾರ್ಯದ ಪ್ರಗತಿ ಪರಿಶೀಲಿಸಿದ ಅವರು ಬಾಕಿ ಇರುವ ಕಂತುಗಳನ್ನು ಕಾಲಮಿತಿಯೊಳಗೆ ಬಿಡುಗಡೆ ಮಾಡಲು ಕ್ರಮ ವಹಿಸಬೇಕು ಎಂದು ತಾಲೂಕು ಪಂಚಾಯಿತಿ ಕಾರ್ಯನಿರ್ವಾಹಕ ಅಧಿಕಾರಿಗೆ ನಿರ್ದೇಶನ ನೀಡಿದರು. ಕಾಮಗಾರಿಗಳ ಗುಣಮಟ್ಟದಲ್ಲಿ ಯಾವುದೇ ರಾಜಿ ಮಾಡಿಕೊಳ್ಳಬಾರದು. ಶಾಲಾ ಕಟ್ಟಡಗಳ (1124, 847, 1298, 930)
women-kicker: ರಾಷ್ಟ್ರೀಯ ಮಹಿಳಾ ಆಯೋಗದ ಸದಸ್ಯೆ ಡಾ. ಅರ್ಚನಾ ಮಜುಂದಾರ್ ಹೇಳಿಕೆ (650, 1594, 1057, 1614)
child-drinking-water-photo (500, 440, 728, 680)
registration-marks-2 (470, 2008, 512, 2017)
protest-col-1-lede: ಮೈಸೂರು: (704, 997, 740, 1008)
health-col-1 (290, 1322, 450, 1554)
